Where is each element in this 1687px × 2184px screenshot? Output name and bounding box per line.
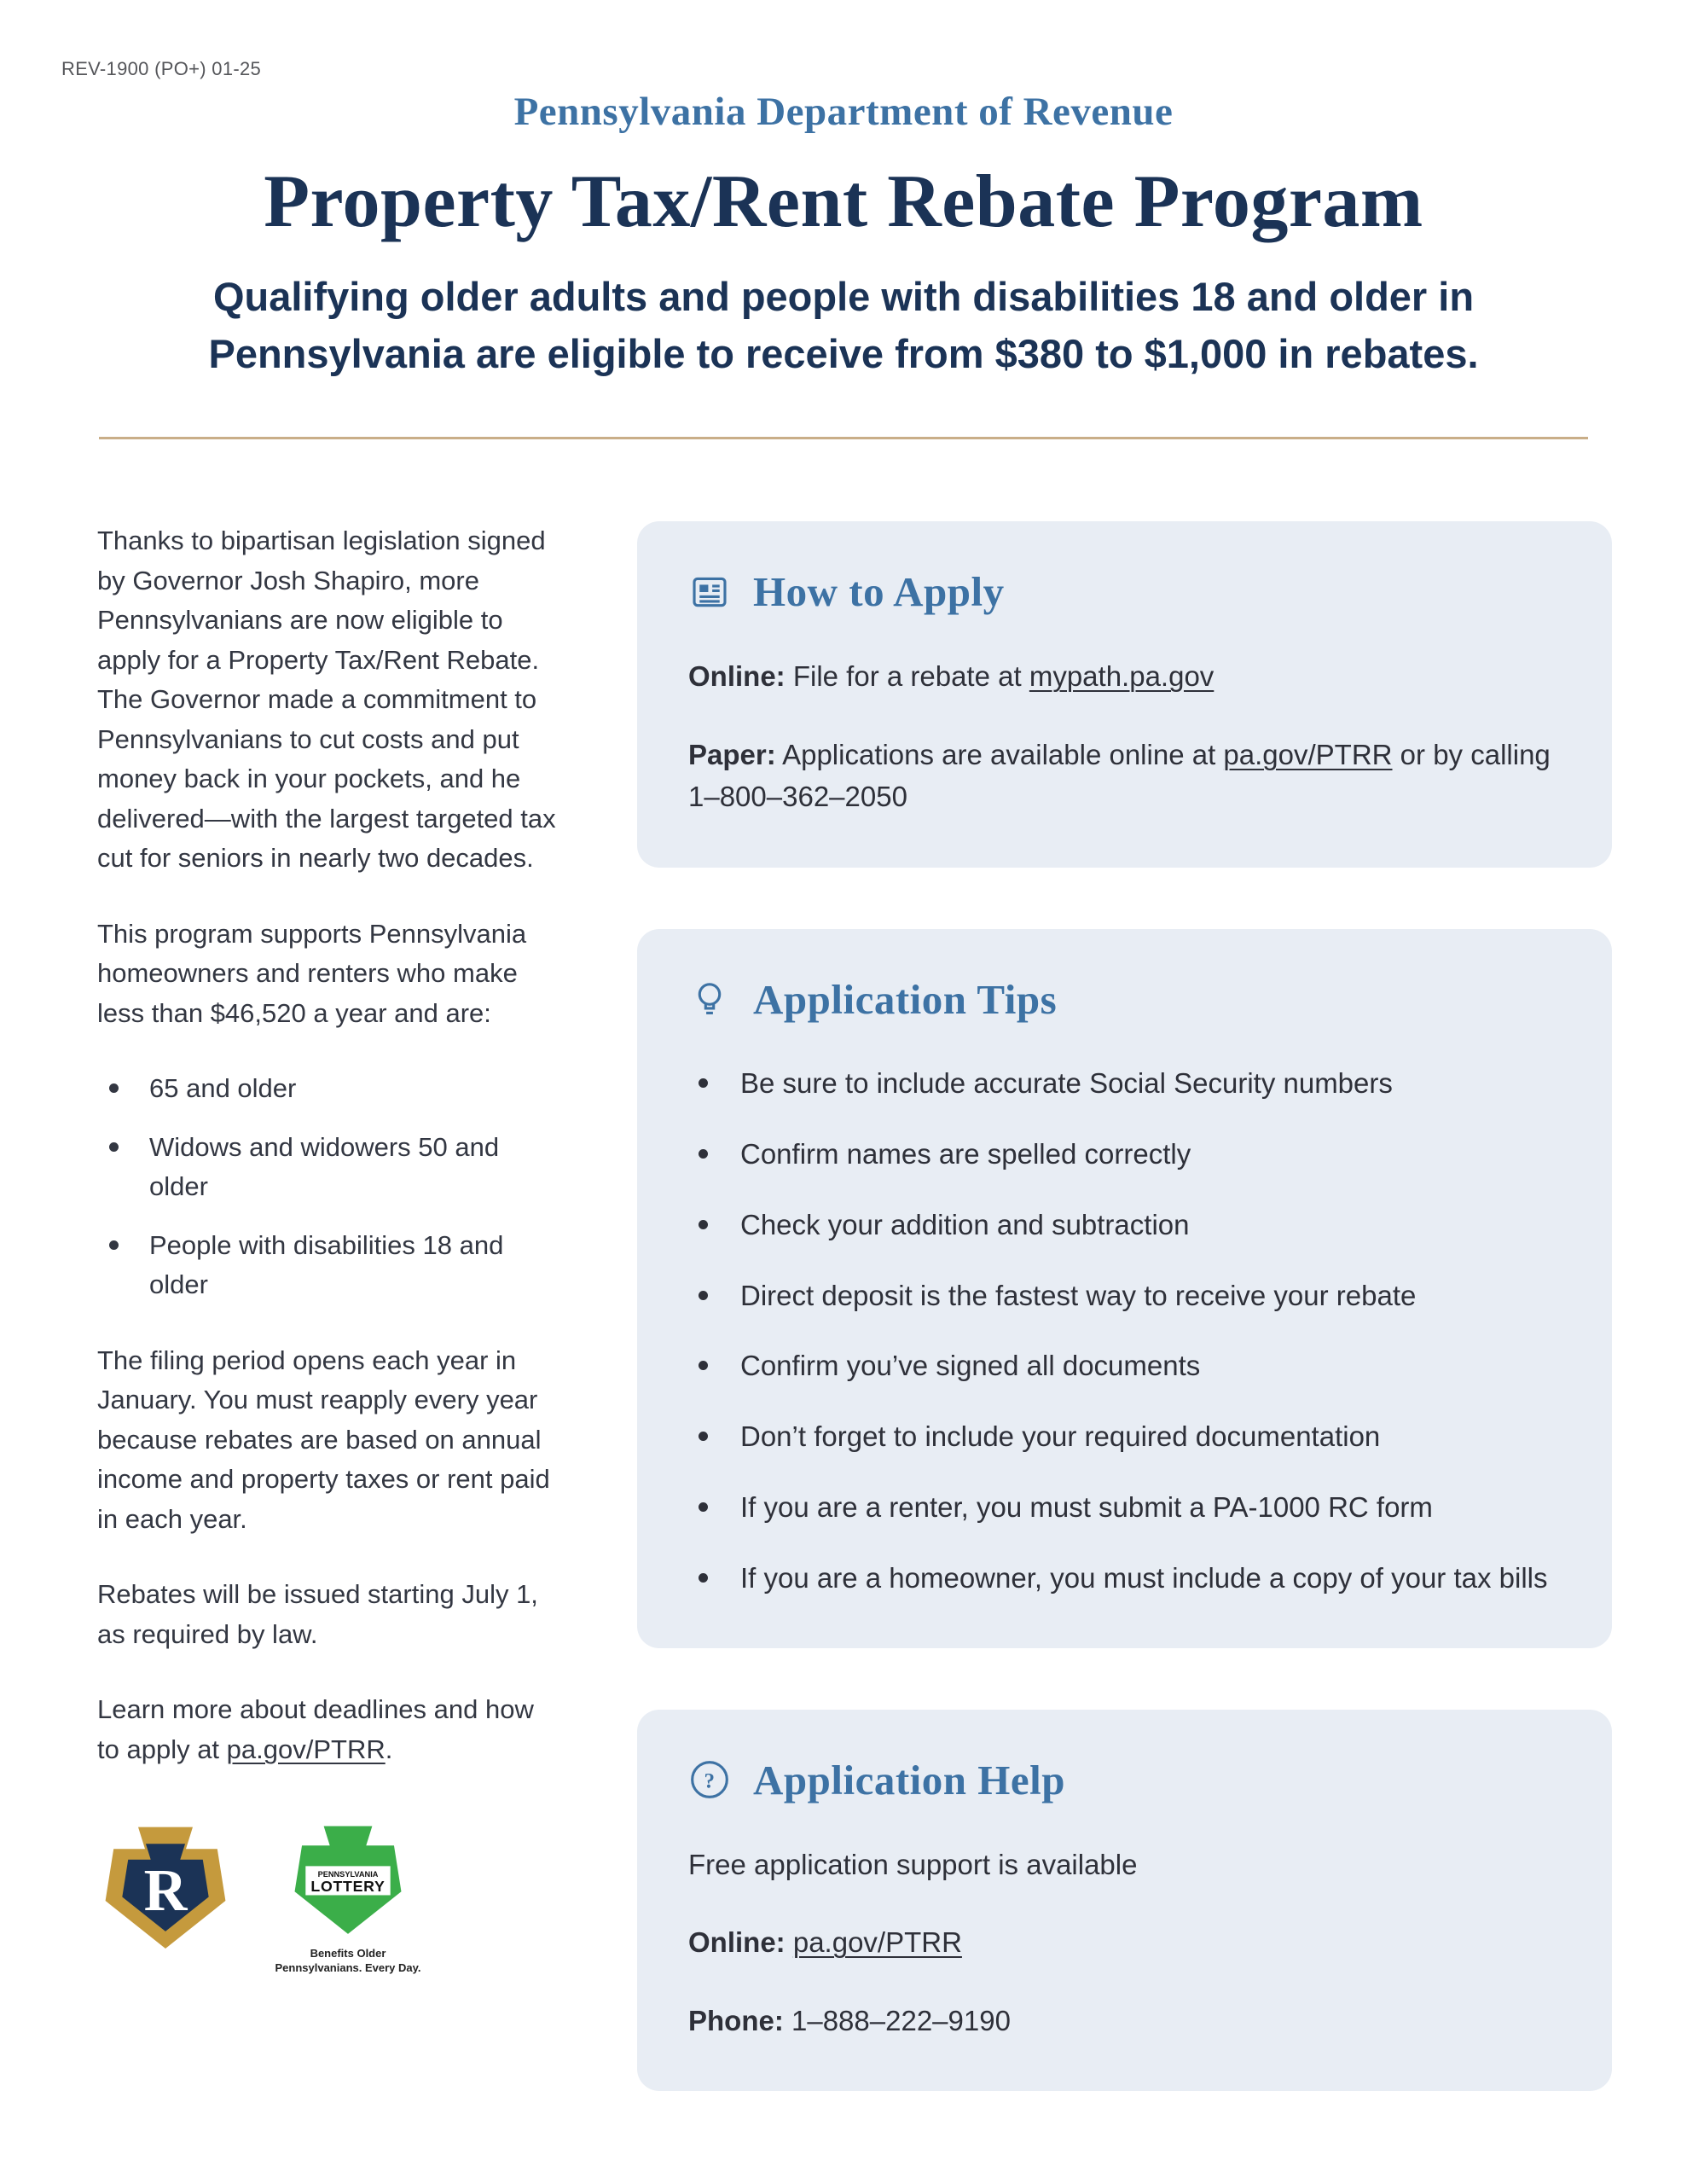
bullet-dot bbox=[699, 1078, 708, 1088]
bullet-dot bbox=[699, 1502, 708, 1512]
bullet-dot bbox=[699, 1220, 708, 1229]
tip-item bbox=[688, 1063, 1561, 1104]
question-glyph: ? bbox=[704, 1769, 716, 1793]
tip-item bbox=[688, 1134, 1561, 1175]
online-text: File for a rebate at bbox=[792, 660, 1029, 693]
lottery-tagline: Benefits Older Pennsylvanians. Every Day. bbox=[275, 1947, 421, 1975]
paper-suffix: or by calling 1–800–362–2050 bbox=[688, 738, 1551, 813]
intro-paragraph: Thanks to bipartisan legislation signed by Governor Josh Shapiro, more Pennsylvanians are now eligible to apply for a Property Tax/Rent Rebate. The Governor made a commitment to Pennsylvanians to cut costs and put money back in your pockets, and he delivered—with the largest targeted tax cut for seniors in nearly two decades. bbox=[97, 526, 556, 874]
card-title: How to Apply bbox=[753, 568, 1005, 616]
bullet-dot bbox=[699, 1573, 708, 1583]
bullet-dot bbox=[699, 1149, 708, 1159]
lottery-name-top: PENNSYLVANIA bbox=[317, 1870, 379, 1879]
filing-paragraph: The filing period opens each year in January. You must reapply every year because rebates are based on annual income and property taxes or rent paid in each year. bbox=[97, 1345, 550, 1534]
help-online-line bbox=[688, 1921, 1561, 1964]
paper-line bbox=[688, 734, 1561, 818]
how-to-apply-heading bbox=[688, 567, 1561, 616]
bullet-dot bbox=[109, 1240, 119, 1250]
help-ptrr-link[interactable]: pa.gov/PTRR bbox=[792, 1926, 962, 1959]
subtitle: Qualifying older adults and people with disabilities 18 and older in Pennsylvania are eligible to receive from $380 to $1,000 in rebates. bbox=[208, 274, 1479, 376]
mypath-link[interactable]: mypath.pa.gov bbox=[1029, 660, 1215, 693]
bullet-dot bbox=[699, 1432, 708, 1441]
lightbulb-icon bbox=[688, 978, 731, 1020]
tip-item bbox=[688, 1416, 1561, 1457]
help-phone-line bbox=[688, 2000, 1561, 2042]
card-title: Application Help bbox=[753, 1756, 1066, 1804]
form-number: REV-1900 (PO+) 01-25 bbox=[61, 58, 262, 79]
list-item bbox=[97, 1128, 562, 1207]
tip-text: Don’t forget to include your required documentation bbox=[740, 1420, 1381, 1453]
document-icon bbox=[688, 571, 731, 613]
tip-text: If you are a homeowner, you must include a copy of your tax bills bbox=[740, 1561, 1548, 1594]
tip-item bbox=[688, 1275, 1561, 1316]
eligibility-text: 65 and older bbox=[149, 1073, 297, 1104]
rebates-paragraph: Rebates will be issued starting July 1, as required by law. bbox=[97, 1579, 538, 1649]
paper-text: Applications are available online at bbox=[782, 738, 1224, 770]
application-help-heading bbox=[688, 1756, 1561, 1804]
revenue-logo bbox=[97, 1819, 234, 1955]
help-online-label: Online: bbox=[688, 1926, 786, 1959]
left-column bbox=[97, 521, 562, 1976]
department-name: Pennsylvania Department of Revenue bbox=[513, 90, 1174, 134]
bullet-dot bbox=[699, 1361, 708, 1370]
keystone-icon bbox=[97, 1819, 234, 1955]
how-to-apply-card bbox=[637, 521, 1612, 868]
question-circle-icon bbox=[688, 1758, 731, 1801]
application-tips-heading bbox=[688, 975, 1561, 1024]
tip-item bbox=[688, 1558, 1561, 1599]
tips-list bbox=[688, 1063, 1561, 1599]
tip-item bbox=[688, 1487, 1561, 1528]
help-phone-label: Phone: bbox=[688, 2004, 784, 2036]
right-column bbox=[637, 521, 1612, 2091]
list-item bbox=[97, 1069, 562, 1109]
tip-text: Confirm names are spelled correctly bbox=[740, 1137, 1191, 1170]
help-intro: Free application support is available bbox=[688, 1848, 1138, 1880]
eligibility-list bbox=[97, 1069, 562, 1305]
paper-ptrr-link[interactable]: pa.gov/PTRR bbox=[1223, 738, 1393, 770]
tip-text: Direct deposit is the fastest way to receive your rebate bbox=[740, 1279, 1417, 1311]
content-columns bbox=[0, 439, 1687, 2091]
application-tips-card bbox=[637, 929, 1612, 1648]
learn-more-paragraph bbox=[97, 1690, 562, 1769]
bullet-dot bbox=[699, 1291, 708, 1300]
card-title: Application Tips bbox=[753, 975, 1058, 1023]
eligibility-text: People with disabilities 18 and older bbox=[149, 1229, 504, 1300]
paper-label: Paper: bbox=[688, 738, 776, 770]
list-item bbox=[97, 1226, 562, 1305]
lottery-logo bbox=[273, 1819, 423, 1976]
tip-text: Check your addition and subtraction bbox=[740, 1208, 1190, 1240]
logos bbox=[97, 1819, 562, 1976]
tip-text: Confirm you’ve signed all documents bbox=[740, 1350, 1201, 1382]
eligibility-text: Widows and widowers 50 and older bbox=[149, 1131, 500, 1202]
application-help-card bbox=[637, 1710, 1612, 2092]
lottery-name-bottom: LOTTERY bbox=[310, 1878, 386, 1896]
tip-text: Be sure to include accurate Social Security numbers bbox=[740, 1066, 1393, 1099]
tip-text: If you are a renter, you must submit a PA-1000 RC form bbox=[740, 1491, 1433, 1524]
bullet-dot bbox=[109, 1142, 119, 1152]
ptrr-link[interactable]: pa.gov/PTRR bbox=[226, 1734, 386, 1764]
page-title: Property Tax/Rent Rebate Program bbox=[264, 160, 1423, 243]
online-label: Online: bbox=[688, 660, 786, 693]
tip-item bbox=[688, 1345, 1561, 1386]
lottery-keystone-icon bbox=[284, 1819, 412, 1940]
bullet-dot bbox=[109, 1083, 119, 1093]
revenue-letter: R bbox=[143, 1857, 188, 1925]
program-paragraph: This program supports Pennsylvania homeowners and renters who make less than $46,520 a year and are: bbox=[97, 918, 527, 1028]
tip-item bbox=[688, 1205, 1561, 1246]
learn-more-prefix: Learn more about deadlines and how to apply at bbox=[97, 1694, 534, 1764]
help-phone-value: 1–888–222–9190 bbox=[791, 2004, 1011, 2036]
online-line bbox=[688, 655, 1561, 698]
learn-more-suffix: . bbox=[385, 1734, 393, 1764]
